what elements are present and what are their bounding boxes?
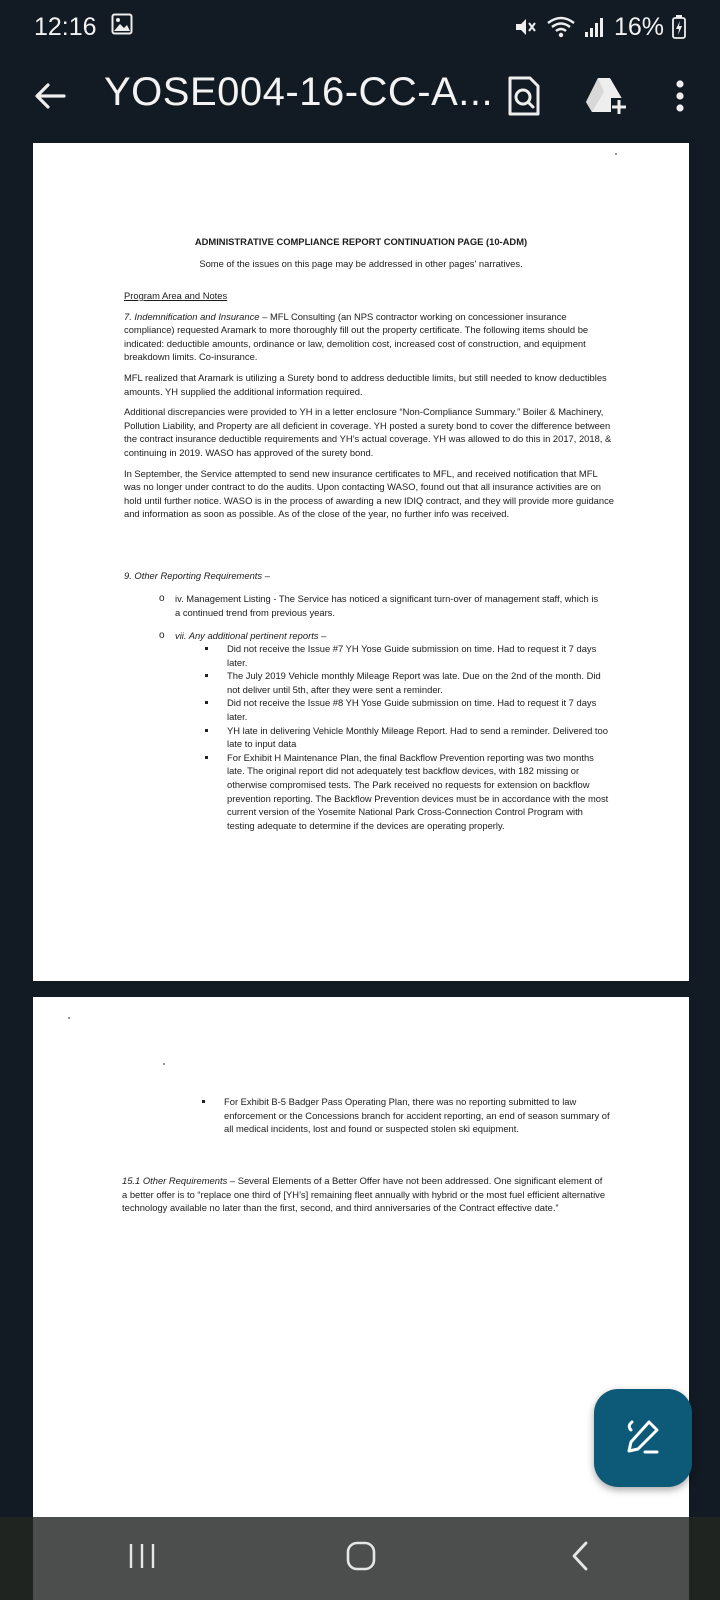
paragraph-discrepancies: Additional discrepancies were provided to YH in a letter enclosure “Non-Compliance Summary.” Boiler & Machinery, Pollution Liability, and Property are all deficient in coverage. YH posted a surety bond to cover the difference between the contract insurance deductible requirements and YH’s actual coverage. YH was allowed to do this in 2017, 2018, & continuing in 2019. WASO has approved of the surety bond. bbox=[124, 406, 612, 458]
item-7-text: – MFL Consulting (an NPS contractor working on concessioner insurance compliance) requested Aramark to more thoroughly fill out the property certificate. The following items should be indicated: deductible amounts, ordinance or law, demolition cost, increased cost of construction, and equipment breakdown limits. Co-insurance. bbox=[124, 310, 589, 363]
paragraph-september: In September, the Service attempted to send new insurance certificates to MFL, and received notification that MFL was no longer under contract to do the audits. Upon contacting WASO, found out that all insurance activities are on hold until further notice. WASO is in the process of awarding a new IDIQ contract, and they will provide more guidance and information as soon as possible. As of the close of the year, no further info was received. bbox=[124, 467, 614, 520]
add-to-drive-icon[interactable] bbox=[584, 74, 628, 118]
item-15-paragraph bbox=[122, 1174, 610, 1215]
circle-bullet: o bbox=[159, 593, 165, 604]
document-page-2[interactable] bbox=[33, 997, 689, 1517]
sub-item-iv-text: iv. Management Listing - The Service has noticed a significant turn-over of management staff, which is a continued trend from previous years. bbox=[175, 593, 599, 618]
scan-speck bbox=[68, 1017, 70, 1019]
wifi-icon bbox=[546, 15, 576, 39]
signal-icon bbox=[584, 16, 606, 38]
square-bullet bbox=[205, 756, 208, 759]
program-area-section bbox=[124, 289, 614, 528]
square-bullet bbox=[205, 674, 208, 677]
list-item bbox=[213, 696, 613, 723]
item-7-label: 7. Indemnification and Insurance bbox=[124, 310, 260, 322]
more-vert-icon[interactable] bbox=[658, 74, 702, 118]
item-15-label: 15.1 Other Requirements bbox=[122, 1175, 228, 1186]
recents-button[interactable] bbox=[102, 1529, 182, 1589]
scan-speck bbox=[163, 1063, 165, 1065]
list-item-text: Did not receive the Issue #7 YH Yose Guide submission on time. Had to request it 7 days later. bbox=[227, 643, 597, 668]
list-item-text: YH late in delivering Vehicle Monthly Mileage Report. Had to send a reminder. Delivered too late to input data bbox=[227, 724, 608, 750]
item-15-text: – Several Elements of a Better Offer have not been addressed. One significant element of a better offer is to “replace one third of [YH’s] remaining fleet annually with hybrid or the most fuel efficient alternative technology available no later than the first, second, and third anniversaries of the Contract effective date.” bbox=[122, 1175, 606, 1214]
battery-charging-icon bbox=[672, 15, 686, 39]
list-item bbox=[213, 724, 613, 751]
back-button[interactable] bbox=[540, 1529, 620, 1589]
item-9-label bbox=[124, 569, 614, 583]
gallery-icon bbox=[111, 13, 133, 42]
edit-pen-icon bbox=[623, 1416, 663, 1461]
status-bar bbox=[0, 0, 720, 54]
list-item-text: Did not receive the Issue #8 YH Yose Guide submission on time. Had to request it 7 days later. bbox=[227, 697, 597, 722]
item-9-text: 9. Other Reporting Requirements – bbox=[124, 570, 270, 581]
app-bar bbox=[0, 54, 720, 138]
badger-pass-list bbox=[210, 1095, 616, 1136]
pertinent-reports-list bbox=[213, 642, 613, 832]
back-icon bbox=[568, 1540, 592, 1577]
list-item bbox=[213, 669, 613, 696]
mute-icon bbox=[514, 16, 538, 38]
home-button[interactable] bbox=[321, 1529, 401, 1589]
square-bullet bbox=[205, 701, 208, 704]
section-label: Program Area and Notes bbox=[124, 290, 228, 301]
sub-item-vii bbox=[161, 629, 601, 643]
report-heading: ADMINISTRATIVE COMPLIANCE REPORT CONTINUATION PAGE (10-ADM) bbox=[194, 236, 528, 247]
list-item-text: For Exhibit H Maintenance Plan, the final Backflow Prevention reporting was two months late. The original report did not adequately test backflow devices, with 182 missing or otherwise compromised tests. The Park received no requests for extension on backflow prevention reporting. The Backflow Prevention devices must be in accordance with the most current version of the Yosemite National Park Cross-Connection Control Program with testing adequate to determine if the devices are operating properly. bbox=[227, 751, 609, 831]
list-item bbox=[213, 642, 613, 669]
search-document-icon[interactable] bbox=[502, 74, 546, 118]
navigation-bar bbox=[33, 1517, 689, 1600]
paragraph-surety: MFL realized that Aramark is utilizing a Surety bond to address deductible limits, but still needed to know deductibles amounts. YH supplied the additional information required. bbox=[124, 371, 607, 397]
nav-bar-edge-left bbox=[0, 1517, 33, 1600]
circle-bullet: o bbox=[159, 630, 165, 641]
item-7-paragraph bbox=[124, 310, 614, 364]
sub-item-iv bbox=[161, 592, 601, 619]
document-page-1[interactable] bbox=[33, 143, 689, 981]
item-15-section bbox=[122, 1174, 610, 1215]
battery-text: 16% bbox=[613, 12, 664, 41]
home-icon bbox=[345, 1540, 377, 1577]
document-title: YOSE004-16-CC-A... bbox=[104, 70, 494, 114]
back-arrow-icon[interactable] bbox=[30, 76, 70, 116]
sub-item-vii-text: vii. Any additional pertinent reports – bbox=[175, 630, 327, 641]
scan-speck bbox=[615, 153, 617, 155]
square-bullet bbox=[205, 729, 208, 732]
square-bullet bbox=[205, 647, 208, 650]
list-item-text: For Exhibit B-5 Badger Pass Operating Plan, there was no reporting submitted to law enforcement or the Concessions branch for accident reporting, an end of season summary of all medical incidents, lost and found or suspected stolen ski equipment. bbox=[224, 1096, 610, 1135]
report-subheading: Some of the issues on this page may be addressed in other pages' narratives. bbox=[199, 258, 523, 269]
status-time: 12:16 bbox=[34, 12, 97, 41]
recents-icon bbox=[127, 1541, 157, 1576]
list-item-text: The July 2019 Vehicle monthly Mileage Report was late. Due on the 2nd of the month. Did not deliver until 5th, after they were sent a reminder. bbox=[227, 670, 601, 695]
list-item bbox=[213, 751, 613, 833]
square-bullet bbox=[202, 1100, 205, 1103]
list-item bbox=[210, 1095, 616, 1136]
nav-bar-edge-right bbox=[689, 1517, 720, 1600]
edit-fab-button[interactable] bbox=[594, 1389, 692, 1487]
